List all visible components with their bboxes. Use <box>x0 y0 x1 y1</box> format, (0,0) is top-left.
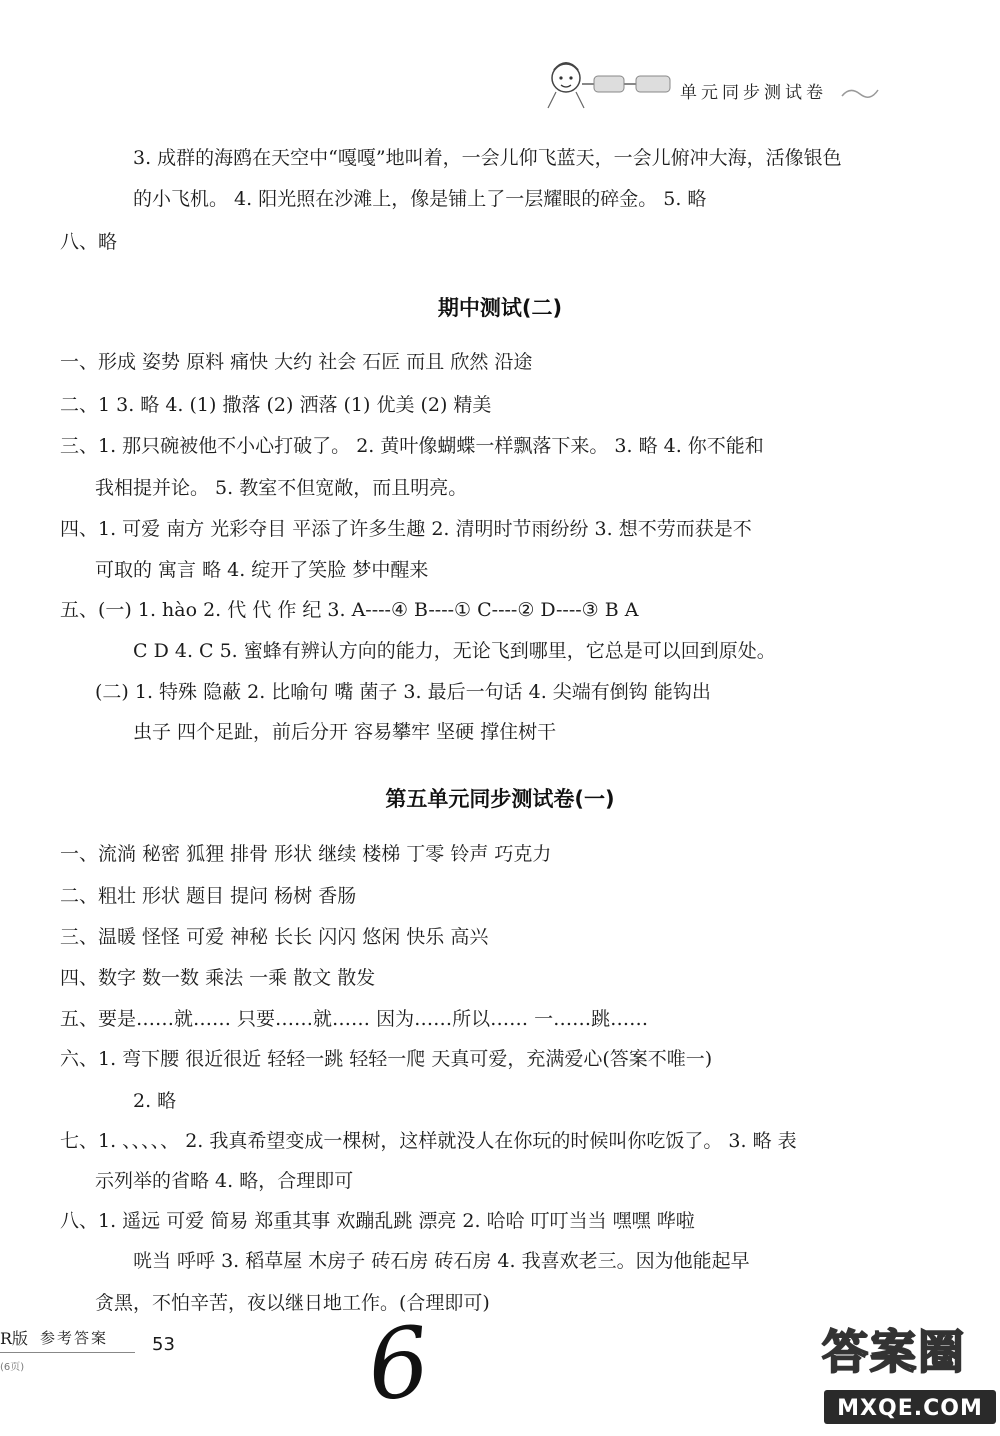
answer-line: (二) 1. 特殊 隐蔽 2. 比喻句 嘴 菌子 3. 最后一句话 4. 尖端有倒钩 能钩出 <box>95 681 711 703</box>
watermark-title: 答案圈 <box>822 1325 966 1379</box>
answer-line: 八、1. 遥远 可爱 简易 郑重其事 欢蹦乱跳 漂亮 2. 哈哈 叮叮当当 嘿嘿 哗啦 <box>60 1210 695 1232</box>
section-title: 期中测试(二) <box>437 296 563 320</box>
answer-line: 的小飞机。 4. 阳光照在沙滩上，像是铺上了一层耀眼的碎金。 5. 略 <box>133 188 707 210</box>
header-title: 单元同步测试卷 <box>680 83 827 103</box>
answer-line: 四、数字 数一数 乘法 一乘 散文 散发 <box>60 967 376 989</box>
footer-divider <box>0 1352 135 1353</box>
answer-line: 咣当 呼呼 3. 稻草屋 木房子 砖石房 砖石房 4. 我喜欢老三。因为他能起早 <box>133 1250 750 1272</box>
answer-line: 我相提并论。 5. 教室不但宽敞，而且明亮。 <box>95 477 468 499</box>
answer-line: 虫子 四个足趾，前后分开 容易攀牢 坚硬 撑住树干 <box>133 721 557 743</box>
answer-line: 一、形成 姿势 原料 痛快 大约 社会 石匠 而且 欣然 沿途 <box>60 351 533 373</box>
answer-line: 2. 略 <box>133 1090 177 1112</box>
footer-subtext: (6页) <box>0 1362 25 1373</box>
answer-line: C D 4. C 5. 蜜蜂有辨认方向的能力，无论飞到哪里，它总是可以回到原处。 <box>133 640 776 662</box>
cartoon-child-icon <box>536 48 676 118</box>
answer-line: 三、温暖 怪怪 可爱 神秘 长长 闪闪 悠闲 快乐 高兴 <box>60 926 489 948</box>
watermark-logo-icon <box>810 1310 1000 1436</box>
page-number: 53 <box>152 1334 175 1355</box>
answer-line: 五、(一) 1. hào 2. 代 代 作 纪 3. A----④ B----① C----② D----③ B A <box>60 599 639 621</box>
answer-line: 四、1. 可爱 南方 光彩夺目 平添了许多生趣 2. 清明时节雨纷纷 3. 想不劳而获是不 <box>60 518 752 540</box>
answer-line: 二、粗壮 形状 题目 提问 杨树 香肠 <box>60 885 357 907</box>
answer-line: 三、1. 那只碗被他不小心打破了。 2. 黄叶像蝴蝶一样飘落下来。 3. 略 4. 你不能和 <box>60 435 764 457</box>
watermark-domain: MXQE.COM <box>837 1396 983 1421</box>
handwritten-mark: 6 <box>362 1305 435 1423</box>
footer-label: 参考答案 <box>40 1329 109 1347</box>
answer-line: 二、1 3. 略 4. (1) 撒落 (2) 洒落 (1) 优美 (2) 精美 <box>60 394 492 416</box>
edition-label: R版 <box>0 1329 29 1348</box>
section-title: 第五单元同步测试卷(一) <box>385 787 615 811</box>
answer-line: 可取的 寓言 略 4. 绽开了笑脸 梦中醒来 <box>95 559 429 581</box>
answer-line: 3. 成群的海鸥在天空中“嘎嘎”地叫着，一会儿仰飞蓝天，一会儿俯冲大海，活像银色 <box>133 147 842 169</box>
answer-line: 七、1. 、、、、、 2. 我真希望变成一棵树，这样就没人在你玩的时候叫你吃饭了。 3. 略 表 <box>60 1130 797 1152</box>
answer-line: 八、略 <box>60 231 118 253</box>
answer-line: 五、要是……就…… 只要……就…… 因为……所以…… 一……跳…… <box>60 1008 649 1030</box>
decoration-icon <box>840 82 880 102</box>
answer-line: 贪黑，不怕辛苦，夜以继日地工作。(合理即可) <box>95 1292 490 1314</box>
answer-line: 示列举的省略 4. 略，合理即可 <box>95 1170 354 1192</box>
answer-line: 六、1. 弯下腰 很近很近 轻轻一跳 轻轻一爬 天真可爱，充满爱心(答案不唯一) <box>60 1048 713 1070</box>
answer-line: 一、流淌 秘密 狐狸 排骨 形状 继续 楼梯 丁零 铃声 巧克力 <box>60 843 552 865</box>
